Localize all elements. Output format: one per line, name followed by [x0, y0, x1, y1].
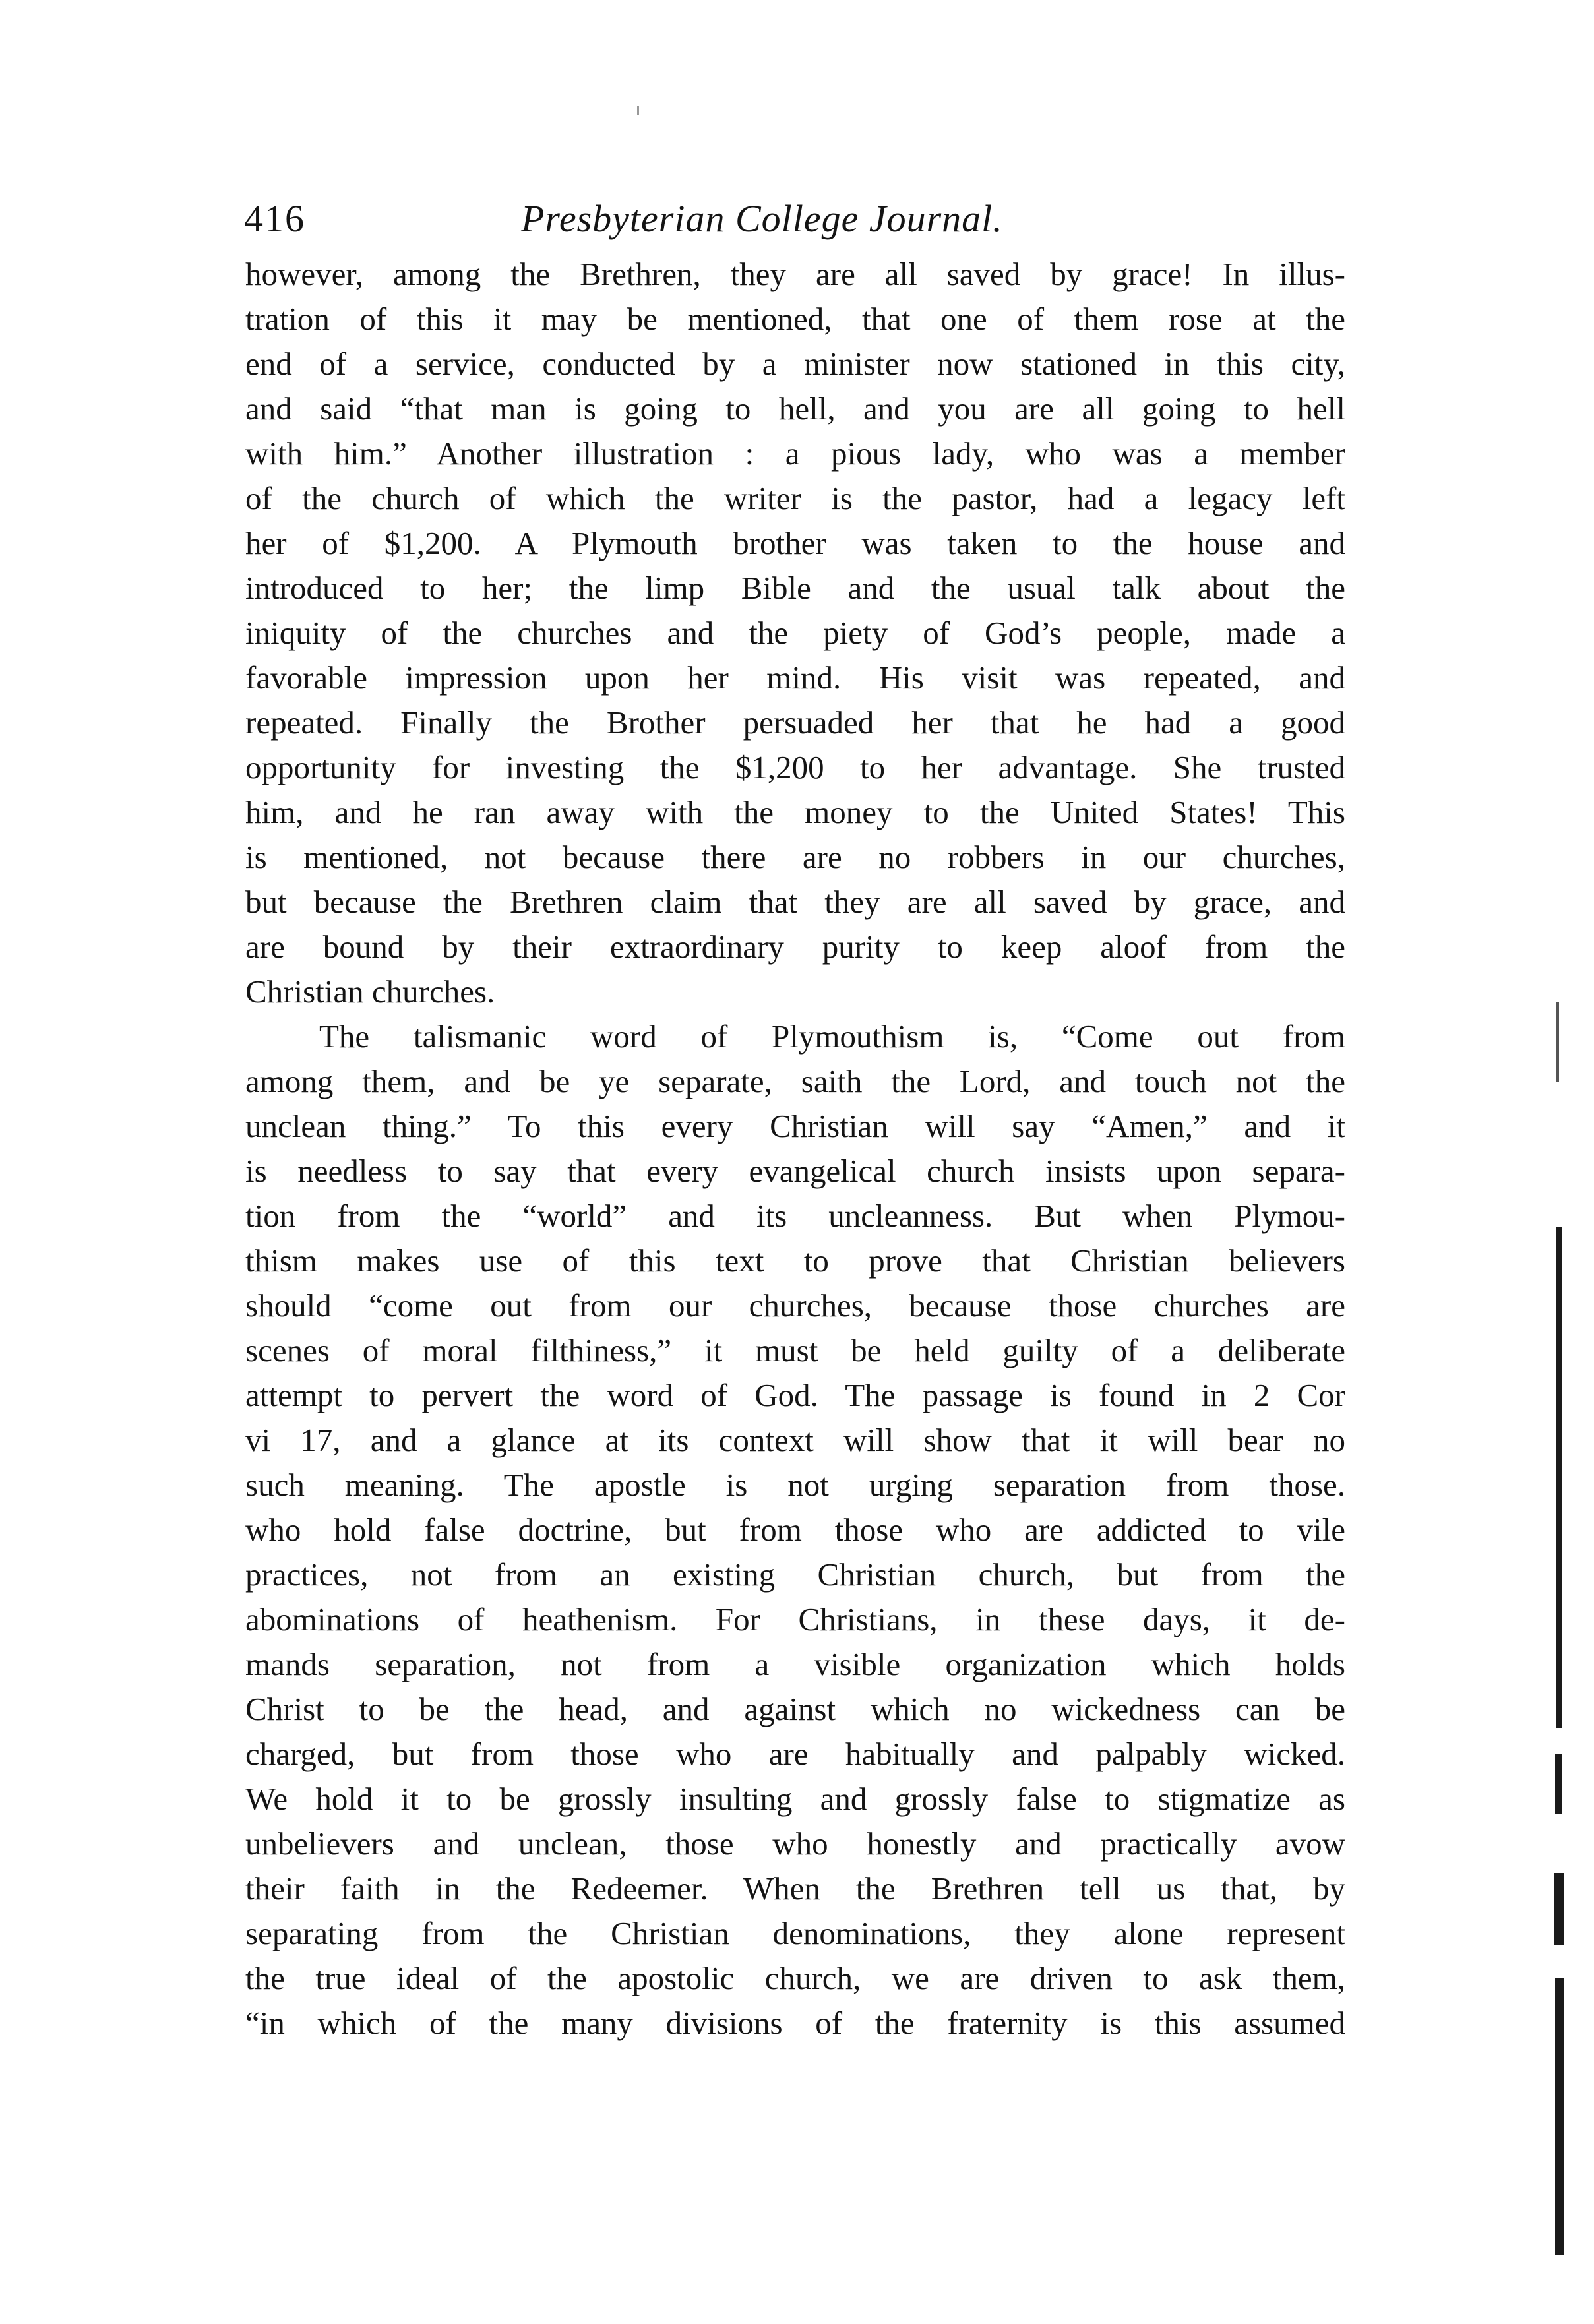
text-line: however, among the Brethren, they are all saved by grace! In illus-: [245, 256, 1345, 292]
paragraph-start-line: The talismanic word of Plymouthism is, “Come out from: [319, 1018, 1345, 1055]
text-line: the true ideal of the apostolic church, we are driven to ask them,: [245, 1960, 1345, 1996]
page-number: 416: [244, 197, 305, 240]
scan-edge-mark: [1555, 1978, 1564, 2255]
scan-edge-mark: [1556, 1002, 1559, 1082]
scan-edge-mark: [637, 106, 639, 115]
text-line: attempt to pervert the word of God. The passage is found in 2 Cor: [245, 1377, 1345, 1413]
text-line: mands separation, not from a visible organization which holds: [245, 1646, 1345, 1682]
text-line: tion from the “world” and its uncleanness. But when Plymou-: [245, 1198, 1345, 1234]
text-line: who hold false doctrine, but from those who are addicted to vile: [245, 1512, 1345, 1548]
text-line: is mentioned, not because there are no robbers in our churches,: [245, 839, 1345, 875]
text-line: her of $1,200. A Plymouth brother was taken to the house and: [245, 525, 1345, 561]
text-line: iniquity of the churches and the piety of God’s people, made a: [245, 615, 1345, 651]
text-line: unbelievers and unclean, those who honestly and practically avow: [245, 1825, 1345, 1862]
text-line: We hold it to be grossly insulting and grossly false to stigmatize as: [245, 1781, 1345, 1817]
text-line: and said “that man is going to hell, and you are all going to hell: [245, 390, 1345, 427]
text-line: their faith in the Redeemer. When the Brethren tell us that, by: [245, 1870, 1345, 1907]
text-line: among them, and be ye separate, saith the Lord, and touch not the: [245, 1063, 1345, 1099]
text-line: tration of this it may be mentioned, that one of them rose at the: [245, 301, 1345, 337]
running-head: [244, 193, 1365, 245]
body-text: [245, 252, 1345, 2046]
text-line: repeated. Finally the Brother persuaded her that he had a good: [245, 704, 1345, 741]
text-line: end of a service, conducted by a minister now stationed in this city,: [245, 346, 1345, 382]
text-line: thism makes use of this text to prove that Christian believers: [245, 1242, 1345, 1279]
text-line: are bound by their extraordinary purity to keep aloof from the: [245, 929, 1345, 965]
text-line: such meaning. The apostle is not urging separation from those.: [245, 1467, 1345, 1503]
text-line: practices, not from an existing Christian church, but from the: [245, 1556, 1345, 1593]
journal-title: Presbyterian College Journal.: [521, 197, 1003, 240]
text-line: charged, but from those who are habitually and palpably wicked.: [245, 1736, 1345, 1772]
text-line: favorable impression upon her mind. His visit was repeated, and: [245, 659, 1345, 696]
text-line: with him.” Another illustration : a pious lady, who was a member: [245, 435, 1345, 472]
text-line: of the church of which the writer is the pastor, had a legacy left: [245, 480, 1345, 516]
paragraph-end-line: Christian churches.: [245, 973, 495, 1010]
text-line: “in which of the many divisions of the fraternity is this assumed: [245, 2005, 1345, 2041]
text-line: separating from the Christian denominations, they alone represent: [245, 1915, 1345, 1951]
text-line: Christ to be the head, and against which no wickedness can be: [245, 1691, 1345, 1727]
scan-edge-mark: [1554, 1873, 1564, 1945]
text-line: opportunity for investing the $1,200 to her advantage. She trusted: [245, 749, 1345, 785]
text-line: but because the Brethren claim that they are all saved by grace, and: [245, 884, 1345, 920]
scan-edge-mark: [1555, 1754, 1562, 1814]
text-line: unclean thing.” To this every Christian will say “Amen,” and it: [245, 1108, 1345, 1144]
text-line: abominations of heathenism. For Christians, in these days, it de-: [245, 1601, 1345, 1637]
text-line: introduced to her; the limp Bible and the usual talk about the: [245, 570, 1345, 606]
text-line: scenes of moral filthiness,” it must be held guilty of a deliberate: [245, 1332, 1345, 1368]
scan-edge-mark: [1556, 1227, 1562, 1728]
text-line: should “come out from our churches, because those churches are: [245, 1287, 1345, 1324]
text-line: vi 17, and a glance at its context will show that it will bear no: [245, 1422, 1345, 1458]
text-line: is needless to say that every evangelical church insists upon separa-: [245, 1153, 1345, 1189]
text-line: him, and he ran away with the money to the United States! This: [245, 794, 1345, 830]
